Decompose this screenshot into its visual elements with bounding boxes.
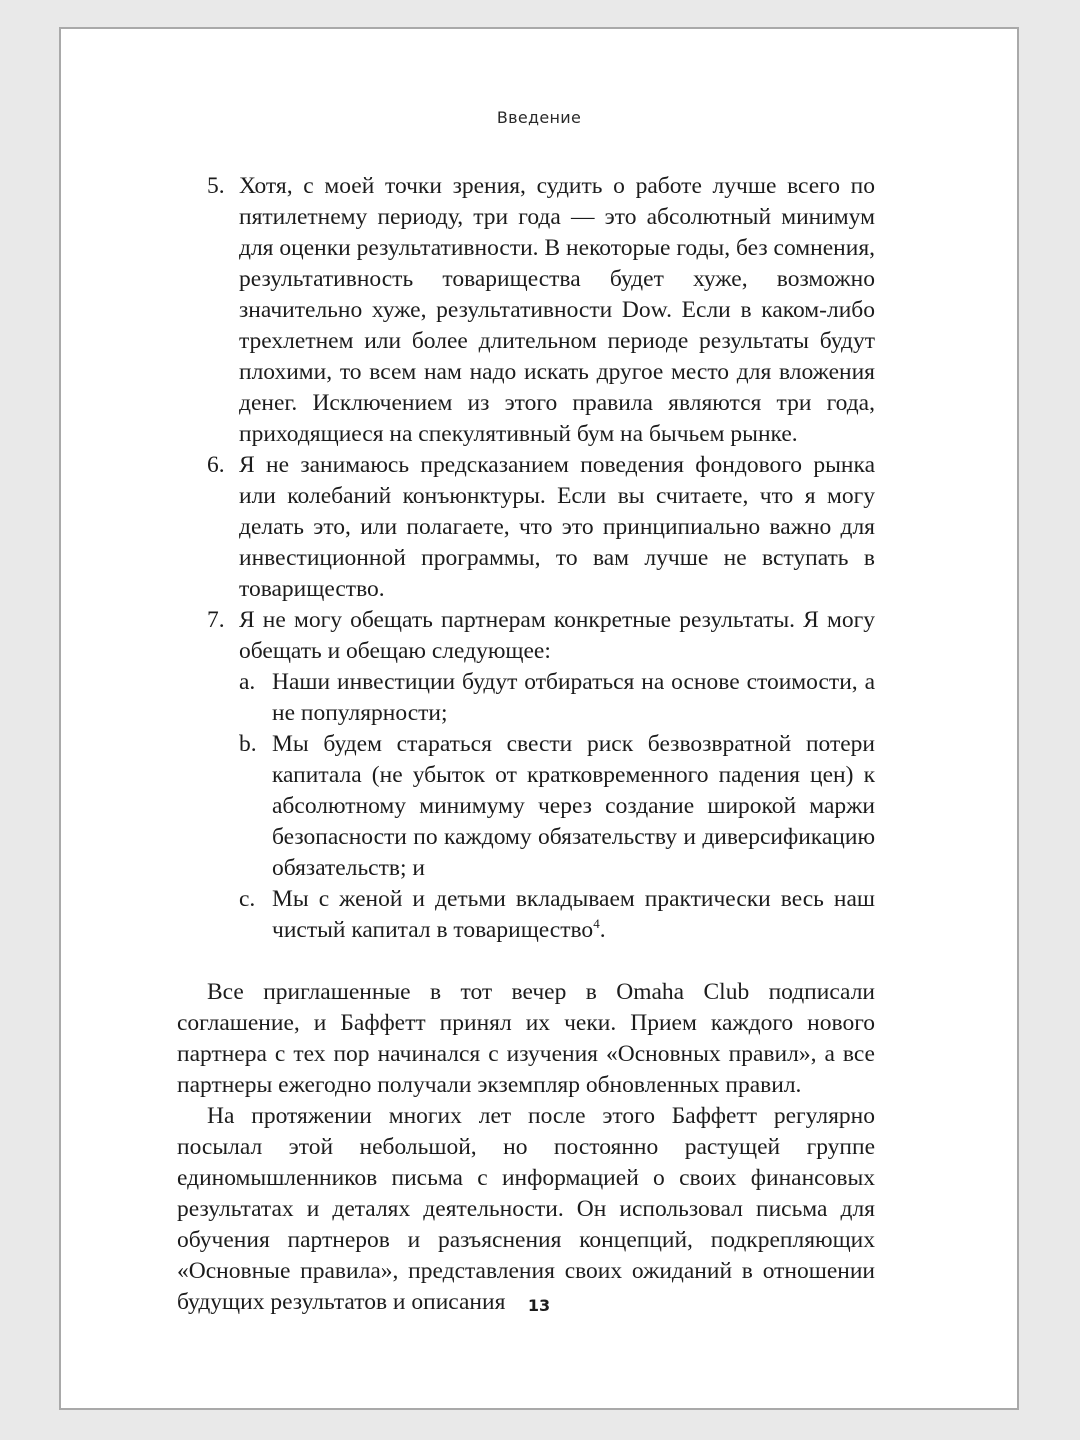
sublist-item-text: Наши инвестиции будут отбираться на основе стоимости, а не популярности; [272, 669, 875, 726]
list-item [177, 605, 875, 946]
list-item-text: Хотя, с моей точки зрения, судить о работе лучше всего по пятилетнему периоду, три года — это абсолютный минимум для оценки результативности. В некоторые годы, без сомнения, результативность товарищества будет хуже, возможно значительно хуже, результативности Dow. Если в каком-либо трехлетнем или более длительном периоде результаты будут плохими, то всем нам надо искать другое место для вложения денег. Исключением из этого правила являются три года, приходящиеся на спекулятивный бум на бычьем рынке. [239, 173, 875, 447]
list-item [177, 450, 875, 605]
sublist-item-letter: a. [239, 669, 256, 695]
sublist-item-text: Мы будем стараться свести риск безвозвратной потери капитала (не убыток от кратковременного падения цен) к абсолютному минимуму через создание широкой маржи безопасности по каждому обязательству и диверсификацию обязательств; и [272, 731, 875, 881]
body-paragraph: На протяжении многих лет после этого Баффетт регулярно посылал этой небольшой, но постоянно растущей группе единомышленников письма с информацией о своих финансовых результатах и деталях деятельности. Он использовал письма для обучения партнеров и разъяснения концепций, подкрепляющих «Основные правила», представления своих ожиданий в отношении будущих результатов и описания [177, 1103, 875, 1315]
sublist-item-letter: c. [239, 886, 256, 912]
page-number: 13 [527, 1296, 551, 1315]
body-paragraph: Все приглашенные в тот вечер в Omaha Club подписали соглашение, и Баффетт принял их чеки. Прием каждого нового партнера с тех пор начинался с изучения «Основных правил», а все партнеры ежегодно получали экземпляр обновленных правил. [177, 979, 875, 1098]
sublist-item-text: Мы с женой и детьми вкладываем практически весь наш чистый капитал в товарищество [272, 886, 875, 943]
footnote-reference: 4 [593, 916, 600, 931]
list-item-number: 7. [207, 607, 225, 633]
sublist-item [239, 884, 875, 946]
numbered-list [177, 171, 875, 946]
list-item [177, 171, 875, 450]
lettered-sublist [239, 667, 875, 946]
sublist-item-letter: b. [239, 731, 257, 757]
list-item-text: Я не могу обещать партнерам конкретные результаты. Я могу обещать и обещаю следующее: [239, 607, 875, 664]
page-body [177, 171, 875, 1318]
book-page [59, 27, 1019, 1410]
list-item-text: Я не занимаюсь предсказанием поведения фондового рынка или колебаний конъюнктуры. Если вы считаете, что я могу делать это, или полагаете, что это принципиально важно для инвестиционной программы, то вам лучше не вступать в товарищество. [239, 452, 875, 602]
sublist-item [239, 667, 875, 729]
sublist-item [239, 729, 875, 884]
list-item-number: 5. [207, 173, 225, 199]
sublist-item-tail: . [599, 917, 606, 943]
running-head: Введение [496, 108, 582, 127]
list-item-number: 6. [207, 452, 225, 478]
